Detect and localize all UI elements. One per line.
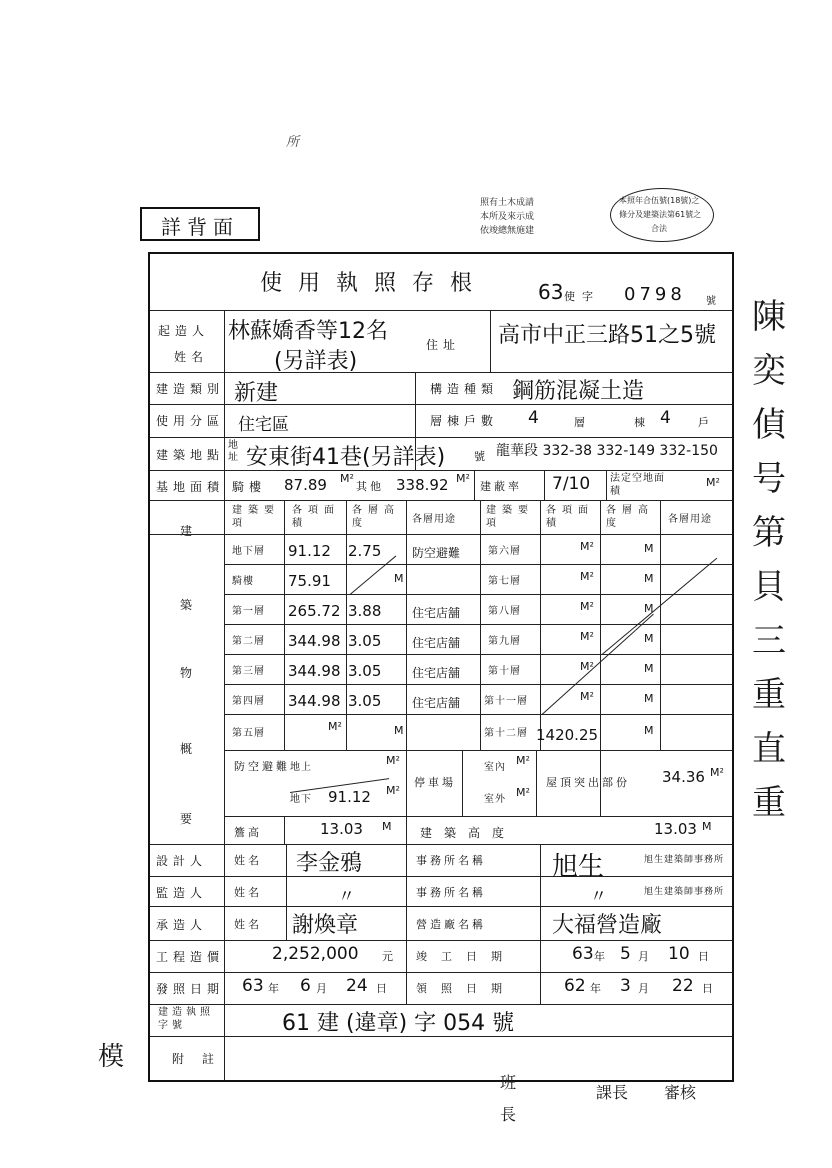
- parking-outdoor-unit: M²: [516, 786, 530, 799]
- form-title: 使用執照存根: [260, 271, 489, 296]
- summary-char-3: 物: [180, 666, 198, 680]
- signature-4: 審核: [664, 1083, 697, 1102]
- eaves-height-unit: M: [382, 820, 392, 833]
- issue-day-unit: 日: [376, 982, 390, 995]
- floor-right-7: 第十二層: [484, 728, 528, 739]
- receive-month-value: 3: [620, 976, 631, 996]
- floor-right-6: 第十一層: [484, 696, 528, 707]
- completion-day-value: 10: [668, 944, 690, 964]
- unit-floor-label: 層: [574, 416, 588, 429]
- completion-year-unit: 年: [594, 950, 608, 963]
- address-value: 高市中正三路51之5號: [498, 323, 716, 348]
- completion-year-value: 63: [572, 944, 594, 964]
- air-raid-above-label: 地上: [290, 762, 312, 773]
- legal-open-space-unit: M²: [706, 476, 720, 489]
- floor-area-4: 344.98: [288, 632, 341, 650]
- permit-number-char-1: 使: [564, 290, 578, 303]
- col-item-left: 建築要項: [232, 505, 280, 529]
- floor-left-5: 第三層: [232, 666, 265, 677]
- permit-number: 0798: [624, 284, 686, 305]
- parking-outdoor-label: 室外: [484, 794, 506, 805]
- supervisor-name-label: 姓名: [234, 886, 262, 899]
- legal-open-space-label: 法定空地面積: [610, 473, 665, 497]
- floor-area-3: 265.72: [288, 602, 341, 620]
- completion-month-value: 5: [620, 944, 631, 964]
- unit-m-right-2: M: [644, 572, 654, 585]
- building-height-unit: M: [702, 820, 712, 833]
- floor-right-3: 第八層: [488, 606, 521, 617]
- zoning-label: 使用分區: [156, 414, 225, 428]
- floor-left-4: 第二層: [232, 636, 265, 647]
- lot-label: 號: [474, 450, 488, 463]
- receive-day-value: 22: [672, 976, 694, 996]
- unit-m2-right-3: M²: [580, 600, 594, 613]
- contractor-name-value: 謝煥章: [292, 913, 359, 938]
- unit-m2-left-7: M²: [328, 720, 342, 733]
- floor-area-6: 344.98: [288, 692, 341, 710]
- issue-month-value: 6: [300, 976, 311, 996]
- stamp-left-line-3: 依竣總無施建: [480, 226, 535, 236]
- site-location-sub-label: 地址: [228, 440, 239, 463]
- coverage-label: 建蔽率: [480, 480, 522, 493]
- receive-date-label: 領照日期: [416, 982, 516, 995]
- unit-m2-right-6: M²: [580, 690, 594, 703]
- col-height-right: 各層高度: [606, 505, 654, 529]
- detail-back-tag-label: 詳背面: [161, 215, 239, 239]
- stamp-left-line-1: 照有土木成請: [480, 198, 535, 208]
- air-raid-below-label: 地下: [290, 794, 312, 805]
- project-cost-unit: 元: [382, 950, 396, 963]
- issue-month-unit: 月: [316, 982, 330, 995]
- signature-2: 長: [500, 1105, 517, 1124]
- other-area-label: 其他: [356, 480, 384, 493]
- approval-stamp-left: [480, 196, 600, 246]
- stamp-right-line-3: 合法: [651, 224, 667, 233]
- floor-use-4: 住宅店舖: [412, 636, 461, 650]
- signature-3: 課長: [596, 1083, 629, 1102]
- parking-indoor-unit: M²: [516, 754, 530, 767]
- builder-name-note: (另詳表): [274, 349, 358, 374]
- floor-height-5: 3.05: [348, 662, 382, 680]
- supervisor-name-value: 〃: [338, 887, 355, 907]
- floor-left-2: 騎樓: [232, 576, 254, 587]
- right-margin-char-9: 直: [752, 729, 786, 769]
- supervisor-office-value: 〃: [590, 887, 607, 907]
- eaves-height-label: 簷高: [234, 826, 262, 839]
- usage-permit-stub-form: [148, 252, 734, 1082]
- arcade-area-value: 87.89: [284, 476, 327, 494]
- right-margin-handwriting: [752, 290, 796, 830]
- designer-office-stamp: 旭生建築師事務所: [644, 855, 725, 865]
- air-raid-below-value: 91.12: [328, 788, 371, 806]
- stamp-left-line-2: 本所及來示成: [480, 212, 535, 222]
- building-height-label: 建築高度: [420, 826, 517, 840]
- col-area-right: 各項面積: [546, 505, 594, 529]
- completion-date-label: 竣工日期: [416, 950, 516, 963]
- arcade-area-label: 騎樓: [232, 480, 267, 494]
- right-margin-char-4: 号: [752, 459, 786, 499]
- unit-building-label: 棟: [634, 416, 648, 429]
- right-margin-char-8: 重: [752, 675, 786, 715]
- floor-area-2: 75.91: [288, 572, 331, 590]
- floor-area-1: 91.12: [288, 542, 331, 560]
- right-margin-char-1: 陳: [752, 297, 786, 337]
- floor-height-1: 2.75: [348, 542, 382, 560]
- summary-char-4: 概: [180, 742, 198, 756]
- designer-name-label: 姓名: [234, 854, 262, 867]
- floor-left-3: 第一層: [232, 606, 265, 617]
- right-margin-char-6: 貝: [752, 567, 786, 607]
- floor-height-4: 3.05: [348, 632, 382, 650]
- unit-m-right-3: M: [644, 602, 654, 615]
- permit-number-suffix: 號: [706, 296, 717, 307]
- floor-left-7: 第五層: [232, 728, 265, 739]
- unit-m-right-7: M: [644, 724, 654, 737]
- permit-number-prefix: 63: [538, 280, 564, 304]
- permit-no-value: 61 建 (違章) 字 054 號: [282, 1011, 515, 1036]
- right-margin-char-7: 三: [752, 621, 786, 661]
- right-margin-char-10: 重: [752, 783, 786, 823]
- designer-office-label: 事務所名稱: [416, 854, 486, 867]
- col-use-right: 各層用途: [668, 514, 712, 525]
- receive-year-value: 62: [564, 976, 586, 996]
- supervisor-label: 監造人: [156, 886, 208, 900]
- strike-line: [542, 614, 654, 715]
- summary-char-1: 建: [180, 524, 198, 538]
- right-margin-char-5: 第: [752, 513, 786, 553]
- receive-year-unit: 年: [590, 982, 604, 995]
- stamp-right-line-2: 條分及建築法第61號之: [619, 210, 702, 219]
- receive-day-unit: 日: [702, 982, 716, 995]
- unit-household-label: 戶: [698, 416, 712, 429]
- lot-numbers-value: 龍華段 332-38 332-149 332-150: [496, 443, 718, 459]
- builder-label-bottom: 姓名: [174, 350, 209, 364]
- unit-m-right-5: M: [644, 662, 654, 675]
- floors-units-label: 層棟戶數: [430, 414, 499, 428]
- floor-height-3: 3.88: [348, 602, 382, 620]
- completion-day-unit: 日: [698, 950, 712, 963]
- eaves-height-value: 13.03: [320, 820, 363, 838]
- parking-indoor-label: 室內: [484, 762, 506, 773]
- structure-type-value: 鋼筋混凝土造: [512, 379, 645, 404]
- strike-line: [350, 556, 397, 595]
- air-raid-above-unit: M²: [386, 754, 400, 767]
- site-location-label: 建築地點: [156, 448, 225, 462]
- col-item-right: 建築要項: [486, 505, 534, 529]
- address-label: 住址: [426, 338, 461, 352]
- detail-back-tag: [140, 207, 260, 241]
- supervisor-office-stamp: 旭生建築師事務所: [644, 887, 725, 897]
- unit-m2-right-4: M²: [580, 630, 594, 643]
- summary-char-5: 要: [180, 812, 198, 826]
- unit-m2-right-1: M²: [580, 540, 594, 553]
- floor-left-1: 地下層: [232, 546, 265, 557]
- floor-right-5: 第十層: [488, 666, 521, 677]
- remarks-label: 附註: [172, 1052, 233, 1066]
- permit-no-label: 建造執照字號: [158, 1007, 214, 1031]
- roof-protrusion-value: 34.36: [662, 768, 705, 786]
- site-area-label: 基地面積: [156, 480, 225, 494]
- unit-m-right-4: M: [644, 632, 654, 645]
- designer-name-value: 李金鴉: [296, 851, 363, 876]
- parking-label: 停車場: [414, 776, 456, 789]
- floors-value: 4: [528, 408, 539, 428]
- contractor-company-label: 營造廠名稱: [416, 918, 486, 931]
- project-cost-value: 2,252,000: [272, 944, 359, 964]
- right-margin-char-3: 偵: [752, 405, 786, 445]
- signature-1: 班: [500, 1073, 517, 1092]
- designer-office-value: 旭生: [552, 852, 605, 882]
- designer-label: 設計人: [156, 854, 208, 868]
- floor-height-6: 3.05: [348, 692, 382, 710]
- col-area-left: 各項面積: [292, 505, 340, 529]
- other-area-value: 338.92: [396, 476, 449, 494]
- floor-area-5: 344.98: [288, 662, 341, 680]
- issue-date-label: 發照日期: [156, 982, 225, 996]
- left-margin-char: 模: [98, 1042, 125, 1072]
- air-raid-label: 防空避難: [234, 760, 290, 773]
- contractor-name-label: 姓名: [234, 918, 262, 931]
- floor-right-2: 第七層: [488, 576, 521, 587]
- zoning-value: 住宅區: [238, 415, 289, 435]
- col-height-left: 各層高度: [352, 505, 400, 529]
- contractor-label: 承造人: [156, 918, 208, 932]
- unit-m-left-2: M: [394, 572, 404, 585]
- other-area-unit: M²: [456, 472, 470, 485]
- units-value: 4: [660, 408, 671, 428]
- builder-label-top: 起造人: [158, 324, 210, 338]
- permit-number-char-2: 字: [582, 290, 596, 303]
- col-use-left: 各層用途: [412, 514, 456, 525]
- vertical-annotation: 所: [286, 135, 300, 150]
- site-location-value: 安東街41巷(另詳表): [246, 445, 446, 470]
- roof-protrusion-unit: M²: [710, 766, 724, 779]
- floor-use-5: 住宅店舖: [412, 666, 461, 680]
- floor-right-4: 第九層: [488, 636, 521, 647]
- floor-use-3: 住宅店舖: [412, 606, 461, 620]
- issue-day-value: 24: [346, 976, 368, 996]
- total-area-value: 1420.25: [536, 726, 599, 744]
- right-margin-char-2: 奕: [752, 351, 786, 391]
- air-raid-below-unit: M²: [386, 784, 400, 797]
- floor-use-1: 防空避難: [412, 546, 461, 560]
- floor-left-6: 第四層: [232, 696, 265, 707]
- issue-year-unit: 年: [268, 982, 282, 995]
- receive-month-unit: 月: [638, 982, 652, 995]
- summary-char-2: 築: [180, 598, 198, 612]
- completion-month-unit: 月: [638, 950, 652, 963]
- project-cost-label: 工程造價: [156, 950, 225, 964]
- floor-right-1: 第六層: [488, 546, 521, 557]
- building-category-label: 建造類別: [156, 382, 225, 396]
- approval-stamp-oval: [610, 188, 714, 242]
- issue-year-value: 63: [242, 976, 264, 996]
- structure-type-label: 構造種類: [430, 382, 499, 396]
- coverage-value: 7/10: [552, 474, 591, 494]
- stamp-right-line-1: 本照年合伍號(18號)之: [619, 196, 700, 205]
- unit-m-right-6: M: [644, 692, 654, 705]
- roof-protrusion-label: 屋頂突出部份: [546, 776, 630, 789]
- unit-m-left-7: M: [394, 724, 404, 737]
- floor-use-6: 住宅店舖: [412, 696, 461, 710]
- unit-m2-right-2: M²: [580, 570, 594, 583]
- building-height-value: 13.03: [654, 820, 697, 838]
- unit-m2-right-5: M²: [580, 660, 594, 673]
- building-category-value: 新建: [234, 381, 279, 406]
- builder-name-value: 林蘇嬌香等12名: [228, 319, 388, 344]
- unit-m-right-1: M: [644, 542, 654, 555]
- contractor-company-value: 大福營造廠: [552, 913, 663, 938]
- arcade-area-unit: M²: [340, 472, 354, 485]
- supervisor-office-label: 事務所名稱: [416, 886, 486, 899]
